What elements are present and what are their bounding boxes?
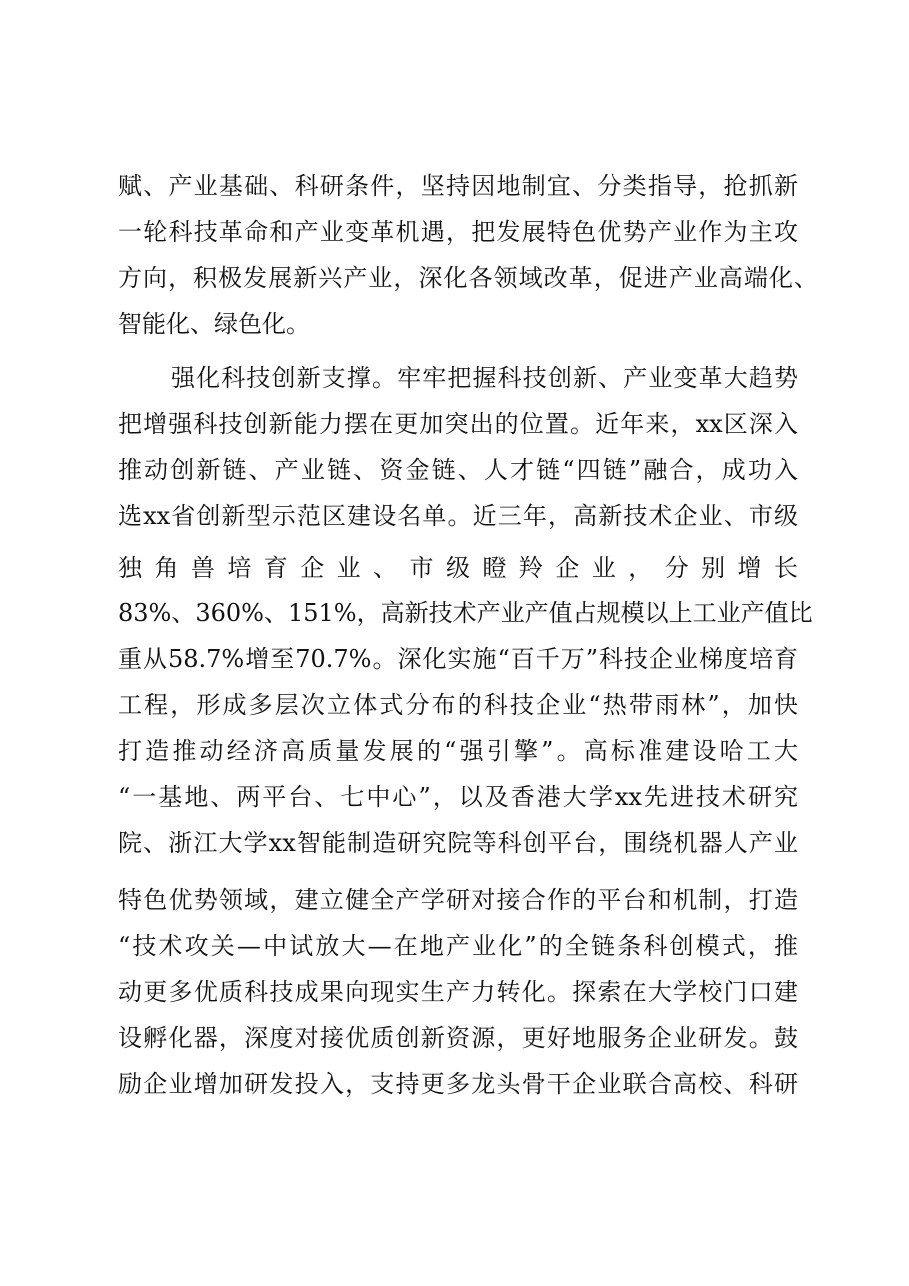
text-line: 方向，积极发展新兴产业，深化各领域改革，促进产业高端化、	[118, 264, 818, 292]
text-line: 赋、产业基础、科研条件，坚持因地制宜、分类指导，抢抓新	[118, 172, 798, 200]
text-line: 83%、360%、151%，高新技术产业产值占规模以上工业产值比	[118, 599, 813, 627]
text-line: “技术攻关—中试放大—在地产业化”的全链条科创模式，推	[118, 932, 798, 960]
text-line: 选xx省创新型示范区建设名单。近三年，高新技术企业、市级	[118, 502, 798, 530]
text-line: 院、浙江大学xx智能制造研究院等科创平台，围绕机器人产业	[118, 829, 798, 857]
text-line: 智能化、绿色化。	[118, 310, 310, 338]
text-line: “一基地、两平台、七中心”，以及香港大学xx先进技术研究	[118, 783, 798, 811]
text-line: 工程，形成多层次立体式分布的科技企业“热带雨林”，加快	[118, 691, 798, 719]
text-line: 重从58.7%增至70.7%。深化实施“百千万”科技企业梯度培育	[118, 645, 798, 673]
text-line: 励企业增加研发投入，支持更多龙头骨干企业联合高校、科研	[118, 1070, 798, 1098]
text-line: 一轮科技革命和产业变革机遇，把发展特色优势产业作为主攻	[118, 218, 798, 246]
text-line: 设孵化器，深度对接优质创新资源，更好地服务企业研发。鼓	[118, 1024, 798, 1052]
text-line: 推动创新链、产业链、资金链、人才链“四链”融合，成功入	[118, 456, 798, 484]
text-line: 打造推动经济高质量发展的“强引擎”。高标准建设哈工大	[118, 737, 798, 765]
paragraph-heading-line: 强化科技创新支撑。牢牢把握科技创新、产业变革大趋势	[171, 364, 798, 392]
text-line: 独角兽培育企业、市级瞪羚企业，分别增长	[118, 554, 798, 582]
text-line: 特色优势领域，建立健全产学研对接合作的平台和机制，打造	[118, 886, 798, 914]
text-line: 动更多优质科技成果向现实生产力转化。探索在大学校门口建	[118, 978, 798, 1006]
text-line: 把增强科技创新能力摆在更加突出的位置。近年来，xx区深入	[118, 410, 798, 438]
